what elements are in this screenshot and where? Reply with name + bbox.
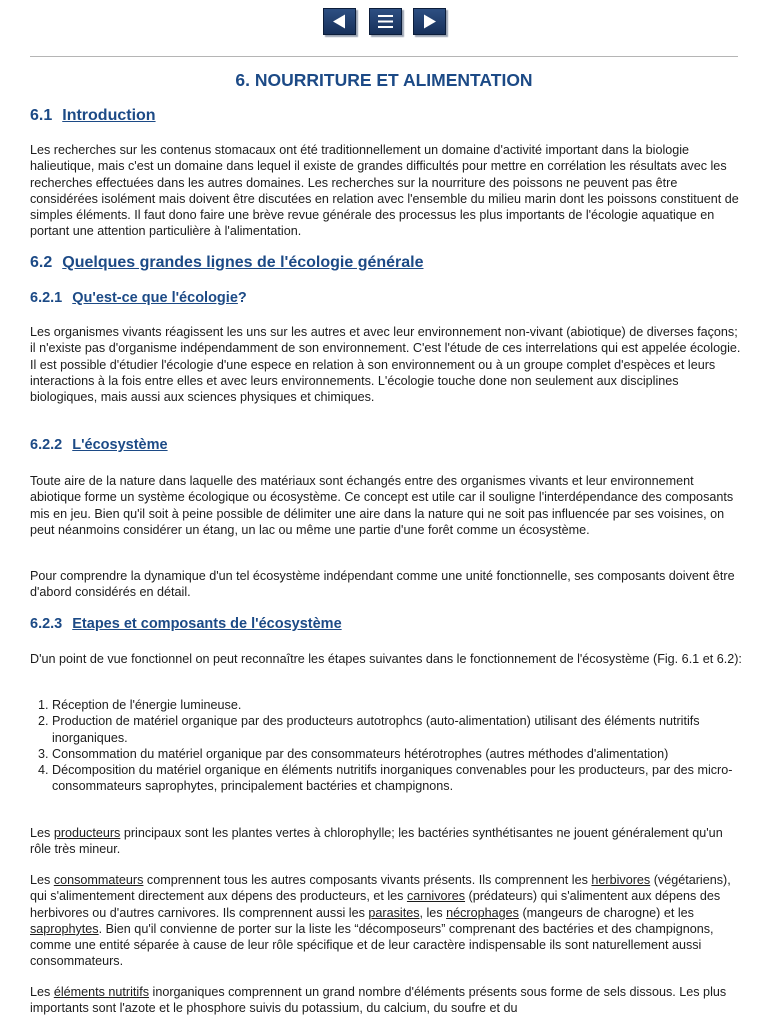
link-carnivores[interactable]: carnivores xyxy=(406,889,466,904)
section-link-ecosysteme[interactable]: L'écosystème xyxy=(72,437,168,453)
text-run: , les xyxy=(419,905,447,920)
section-link-quest-ce-que-ecologie[interactable]: Qu'est-ce que l'écologie xyxy=(72,290,238,306)
text-run: (prédateurs) qui s'alimentent aux dépens des herbivores ou d'autres carnivores. Ils comprennent aussi les xyxy=(30,889,721,920)
section-link-introduction[interactable]: Introduction xyxy=(62,107,156,124)
text-run: Les xyxy=(30,873,54,887)
previous-page-button[interactable] xyxy=(323,8,356,35)
steps-list xyxy=(30,697,742,795)
contents-button[interactable] xyxy=(369,8,402,35)
contents-list-icon xyxy=(370,9,401,34)
text-run: Les xyxy=(30,826,54,840)
section-link-ecologie-generale[interactable]: Quelques grandes lignes de l'écologie générale xyxy=(62,254,424,271)
section-number: 6.1 xyxy=(30,107,53,124)
link-parasites[interactable]: parasites xyxy=(368,905,420,920)
header-divider xyxy=(30,56,738,57)
link-producteurs[interactable]: producteurs xyxy=(53,826,121,840)
producteurs-paragraph xyxy=(30,825,742,858)
text-run: inorganiques comprennent un grand nombre d'éléments présents sous forme de sels dissous. Les plus importants sont l'azote et le phosphore suivis du potassium, du calcium, du soufre et du xyxy=(30,985,727,1016)
text-run: comprennent tous les autres composants vivants présents. Ils comprennent les xyxy=(143,873,592,887)
navigation-bar xyxy=(0,8,768,38)
section-link-etapes-composants[interactable]: Etapes et composants de l'écosystème xyxy=(72,616,342,632)
link-necrophages[interactable]: nécrophages xyxy=(446,905,519,920)
ecosysteme-paragraph-1: Toute aire de la nature dans laquelle des matériaux sont échangés entre des organismes vivants et leur environnement abiotique forme un système écologique ou écosystème. Ce concept est utile car il souligne l'interdépendance des composants mis en jeu. Bien qu'il soit à peine possible de délimiter une aire dans la nature qui ne soit pas influencée par ses voisines, on peut néanmoins considérer un étang, un lac ou même une partie d'une forêt comme un écosystème. xyxy=(30,474,734,537)
section-number: 6.2.1 xyxy=(30,290,63,306)
ecologie-paragraph: Les organismes vivants réagissent les uns sur les autres et avec leur environnement non-vivant (abiotique) de diverses façons; il n'existe pas d'organisme indépendamment de son environnement. C'est l'étude de ces interrelations qui est appelée écologie. Il est possible d'étudier l'écologie d'une espece en relation à son environnement ou à un groupe complet d'espèces et leurs interactions à la fois entre elles et avec leurs environnements. L'écologie touche done non seulement aux disciplines biologiques, mais aussi aux sciences physiques et chimiques. xyxy=(30,325,741,405)
text-run: (mangeurs de charogne) et les xyxy=(518,905,694,920)
section-heading-6-2-1 xyxy=(30,290,247,306)
list-item: 2. Production de matériel organique par des producteurs autotrophcs (auto-alimentation) utilisant des éléments nutritifs inorganiques. xyxy=(52,713,742,746)
link-saprophytes[interactable]: saprophytes xyxy=(30,921,99,936)
list-item: 1. Réception de l'énergie lumineuse. xyxy=(52,697,742,713)
section-heading-6-1 xyxy=(30,107,156,125)
section-number: 6.2.2 xyxy=(30,437,63,453)
ecosysteme-paragraph-2: Pour comprendre la dynamique d'un tel écosystème indépendant comme une unité fonctionnelle, ses composants doivent être d'abord considérés en détail. xyxy=(30,569,735,600)
link-elements-nutritifs[interactable]: éléments nutritifs xyxy=(53,985,150,999)
text-run: . Bien qu'il convienne de porter sur la liste les “décomposeurs” comprenant des bactéries et des champignons, comme une entité séparée à cause de leur rôle spécifique et de leur caractère indispensable ils sont naturellement aussi consommateurs. xyxy=(30,921,714,969)
section-number: 6.2 xyxy=(30,254,53,271)
link-consommateurs[interactable]: consommateurs xyxy=(53,873,144,887)
link-herbivores[interactable]: herbivores xyxy=(591,873,651,887)
section-heading-6-2-2 xyxy=(30,437,168,453)
section-heading-6-2-3 xyxy=(30,616,342,632)
intro-paragraph: Les recherches sur les contenus stomacaux ont été traditionnellement un domaine d'activité important dans la biologie halieutique, mais c'est un domaine dans lequel il existe de grandes difficultés pour mettre en corrélation les résultats avec les recherches effectuées dans les autres domaines. Les recherches sur la nourriture des poissons ne peuvent pas être considérées isolément mais doivent être discutées en relation avec l'ensemble du milieu marin dont les poissons constituent de simples éléments. Il faut dono faire une brève revue générale des processus les plus importants de l'écologie aquatique en portant une attention particulière à l'alimentation. xyxy=(30,143,739,239)
list-item: 3. Consommation du matériel organique par des consommateurs hétérotrophes (autres méthodes d'alimentation) xyxy=(52,746,742,762)
etapes-paragraph: D'un point de vue fonctionnel on peut reconnaître les étapes suivantes dans le fonctionnement de l'écosystème (Fig. 6.1 et 6.2): xyxy=(30,652,742,666)
section-heading-6-2 xyxy=(30,254,424,272)
section-number: 6.2.3 xyxy=(30,616,63,632)
text-run: principaux sont les plantes vertes à chlorophylle; les bactéries synthétisantes ne jouent généralement qu'un rôle très mineur. xyxy=(30,826,723,857)
list-item: 4. Décomposition du matériel organique en éléments nutritifs inorganiques convenables pour les producteurs, par des micro-consommateurs saprophytes, principalement bactéries et champignons. xyxy=(52,762,742,795)
heading-suffix: ? xyxy=(237,290,247,306)
elements-nutritifs-paragraph xyxy=(30,984,742,1017)
right-arrow-icon xyxy=(414,9,445,34)
chapter-title: 6. NOURRITURE ET ALIMENTATION xyxy=(235,70,533,90)
left-arrow-icon xyxy=(324,9,355,34)
consommateurs-paragraph xyxy=(30,872,742,970)
text-run: (végétariens), qui s'alimentement directement aux dépens des producteurs, et les xyxy=(30,873,731,904)
next-page-button[interactable] xyxy=(413,8,446,35)
text-run: Les xyxy=(30,985,54,999)
